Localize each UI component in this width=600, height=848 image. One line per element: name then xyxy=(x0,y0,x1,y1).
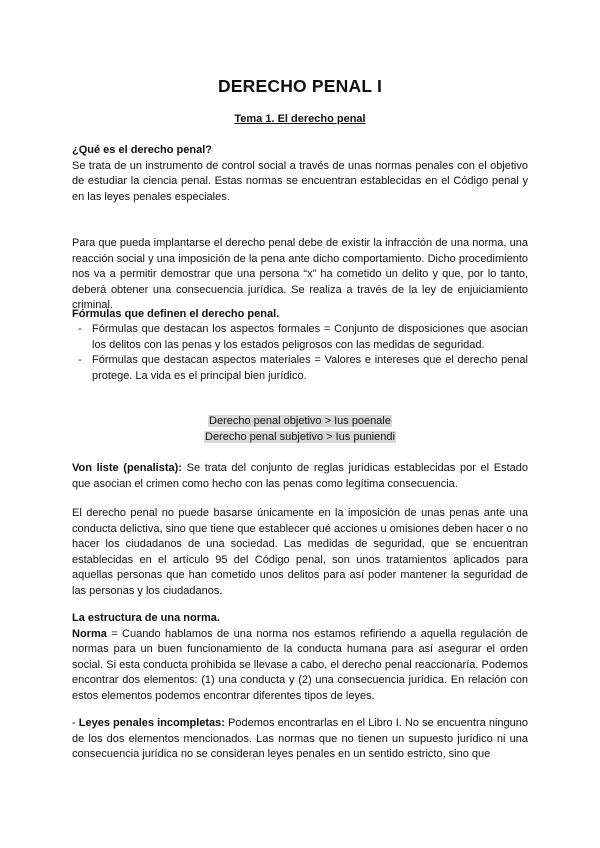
highlight-line-objective: Derecho penal objetivo > Ius poenale xyxy=(209,415,391,427)
formulas-list xyxy=(72,322,528,384)
section-heading-structure: La estructura de una norma. xyxy=(72,612,220,624)
term-incomplete-laws: Leyes penales incompletas: xyxy=(78,717,225,729)
section-structure xyxy=(72,611,528,705)
highlight-line-subjective: Derecho penal subjetivo > Ius puniendi xyxy=(205,430,395,443)
term-von-liste: Von liste (penalista): xyxy=(72,462,182,474)
list-bullet: - xyxy=(78,354,82,367)
laws-prefix: - xyxy=(72,717,79,729)
section-what-is xyxy=(72,143,528,205)
document-subtitle: Tema 1. El derecho penal xyxy=(234,113,366,125)
list-item-text: Fórmulas que destacan los aspectos formales = Conjunto de disposiciones que asocian los delitos con las penas y los estados peligrosos con las medidas de seguridad. xyxy=(92,323,528,351)
term-norma: Norma xyxy=(72,627,107,640)
paragraph-incomplete-laws xyxy=(72,716,528,763)
paragraph-implantation: Para que pueda implantarse el derecho penal debe de existir la infracción de una norma, una reacción social y una imposición de la pena ante dicho comportamiento. Dicho procedimiento nos va a permitir demostrar que una persona “x” ha cometido un delito y que, por lo tanto, deberá obtener una consecuencia jurídica. Se realiza a través de la ley de enjuiciamiento criminal. xyxy=(72,237,528,312)
paragraph-security-measures: El derecho penal no puede basarse únicamente en la imposición de unas penas ante una conducta delictiva, sino que tiene que establecer qué acciones u omisiones deben hacer o no hacer los ciudadanos de una sociedad. Las medidas de seguridad, que se encuentran establecidas en el artículo 95 del Código penal, son unos tratamientos aplicados para aquellas personas que han cometido unos delitos para así poder mantener la seguridad de las personas y los ciudadanos. xyxy=(72,507,528,597)
list-bullet: - xyxy=(78,323,82,335)
norma-text: = Cuando hablamos de una norma nos estamos refiriendo a aquella regulación de normas para un buen funcionamiento de la conducta humana para así asegurar el orden social. Si esta conducta prohibida se llevase a cabo, el derecho penal reaccionaría. Podemos encontrar dos elementos: (1) una conducta y (2) una consecuencia jurídica. En relación con estos elementos podemos encontrar diferentes tipos de leyes. xyxy=(72,627,528,702)
section-heading-what-is: ¿Qué es el derecho penal? xyxy=(72,144,212,156)
paragraph-norma xyxy=(72,627,528,705)
paragraph-definition: Se trata de un instrumento de control social a través de unas normas penales con el objetivo de estudiar la ciencia penal. Estas normas se encuentran establecidas en el Código penal y en las leyes penales especiales. xyxy=(72,159,528,203)
paragraph-von-liste xyxy=(72,461,528,492)
incomplete-laws-text: Podemos encontrarlas en el Libro I. No se encuentra ninguno de los dos elementos mencionados. Las normas que no tienen un supuesto jurídico ni una consecuencia jurídica no se consideran leyes penales en un sentido estricto, sino que xyxy=(72,717,528,761)
list-item xyxy=(72,322,528,353)
von-liste-text: Se trata del conjunto de reglas jurídicas establecidas por el Estado que asocian el crimen como hecho con las penas como legítima consecuencia. xyxy=(72,462,528,490)
list-item xyxy=(72,353,528,384)
section-heading-formulas: Fórmulas que definen el derecho penal. xyxy=(72,308,280,320)
document-title: DERECHO PENAL I xyxy=(217,76,383,96)
highlight-box xyxy=(0,414,600,445)
list-item-text: Fórmulas que destacan aspectos materiales = Valores e intereses que el derecho penal protege. La vida es el principal bien jurídico. xyxy=(92,354,528,382)
